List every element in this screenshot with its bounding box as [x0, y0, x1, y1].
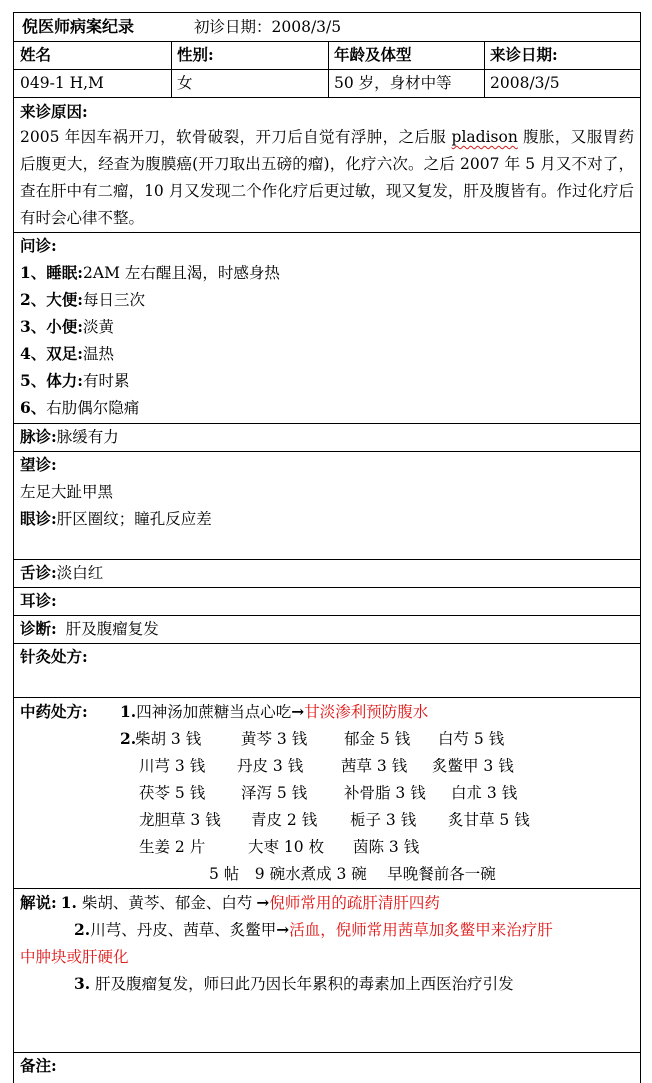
- explanation-line-2: 2.川芎、丹皮、茜草、炙鳖甲→活血，倪师常用茜草加炙鳖甲来治疗肝: [74, 920, 553, 939]
- herb-item: 炙鳖甲 3 钱: [432, 757, 514, 775]
- herb-item: 黄芩 3 钱: [241, 730, 308, 748]
- herb-item: 生姜 2 片: [139, 838, 206, 856]
- pulse-row: 脉诊:脉缓有力: [20, 427, 119, 446]
- inquiry-item: 3、小便:淡黄: [20, 317, 115, 336]
- inquiry-item: 4、双足:温热: [20, 344, 115, 363]
- patient-age-build: 50 岁，身材中等: [334, 74, 452, 92]
- herb-item: 白芍 5 钱: [438, 730, 505, 748]
- inquiry-item: 2、大便:每日三次: [20, 290, 146, 309]
- herb-item: 泽泻 5 钱: [241, 784, 308, 802]
- gender-header: 性别:: [177, 45, 214, 64]
- herbal-line-2-num: 2.: [120, 729, 137, 748]
- patient-gender: 女: [177, 74, 193, 92]
- first-visit-date: 初诊日期：2008/3/5: [194, 18, 342, 36]
- herb-item: 丹皮 3 钱: [237, 757, 304, 775]
- herbal-label: 中药处方:: [20, 702, 88, 721]
- ear-label: 耳诊:: [20, 591, 57, 610]
- observation-label: 望诊:: [20, 455, 57, 474]
- record-title: 倪医师病案纪录: [22, 17, 135, 36]
- inquiry-label: 问诊:: [20, 236, 57, 255]
- herb-item: 川芎 3 钱: [139, 757, 206, 775]
- tongue-row: 舌诊:淡白红: [20, 563, 104, 582]
- medical-record-document: [13, 12, 641, 1083]
- reason-label: 来诊原因:: [20, 102, 88, 121]
- reason-text: 2005 年因车祸开刀，软骨破裂，开刀后自觉有浮肿，之后服 pladison 腹胀，又服胃药后腹更大，经查为腹膜癌(开刀取出五磅的瘤)，化疗六次。之后 2007 年 5 月又不对了，查在肝中有二瘤，10 月又发现二个作化疗后更过敏，现又复发，肝及腹皆有。作过化疗后有时会心律不整。: [20, 128, 634, 227]
- name-header: 姓名: [20, 45, 52, 64]
- herb-item: 白朮 3 钱: [451, 784, 518, 802]
- explanation-line-3: 3. 肝及腹瘤复发，师曰此乃因长年累积的毒素加上西医治疗引发: [74, 974, 514, 993]
- herb-item: 柴胡 3 钱: [135, 730, 202, 748]
- eye-diagnosis: 眼诊:肝区圈纹；瞳孔反应差: [20, 509, 212, 528]
- inquiry-item: 5、体力:有时累: [20, 371, 130, 390]
- herbal-dosage: 5 帖 9 碗水煮成 3 碗 早晚餐前各一碗: [209, 865, 496, 883]
- visit-date-header: 来诊日期:: [490, 45, 558, 64]
- herb-item: 青皮 2 钱: [251, 811, 318, 829]
- herb-item: 茵陈 3 钱: [353, 838, 420, 856]
- herb-item: 郁金 5 钱: [344, 730, 411, 748]
- inquiry-item: 6、右肋偶尔隐痛: [20, 398, 140, 417]
- acupuncture-label: 针灸处方:: [20, 647, 88, 666]
- drug-name: pladison: [451, 128, 518, 146]
- explanation-line-1: 解说: 1. 柴胡、黄芩、郁金、白芍 →倪师常用的疏肝清肝四药: [20, 893, 440, 912]
- inquiry-item: 1、睡眠:2AM 左右醒且渴，时感身热: [20, 263, 280, 282]
- explanation-line-2-cont: 中肿块或肝硬化: [20, 948, 129, 966]
- herbal-line-1: 1.四神汤加蔗糖当点心吃→甘淡渗利预防腹水: [120, 702, 429, 721]
- herb-item: 龙胆草 3 钱: [139, 811, 221, 829]
- patient-id: 049-1 H,M: [20, 74, 104, 92]
- remarks-label: 备注:: [20, 1056, 57, 1075]
- herb-item: 补骨脂 3 钱: [344, 784, 426, 802]
- herb-item: 茜草 3 钱: [341, 757, 408, 775]
- observation-text: 左足大趾甲黑: [20, 483, 114, 501]
- herb-item: 大枣 10 枚: [248, 838, 325, 856]
- visit-date: 2008/3/5: [490, 74, 560, 92]
- age-header: 年龄及体型: [334, 45, 412, 64]
- herb-item: 炙甘草 5 钱: [448, 811, 530, 829]
- herb-item: 栀子 3 钱: [350, 811, 417, 829]
- diagnosis-row: 诊断: 肝及腹瘤复发: [20, 619, 159, 638]
- herb-item: 茯苓 5 钱: [139, 784, 206, 802]
